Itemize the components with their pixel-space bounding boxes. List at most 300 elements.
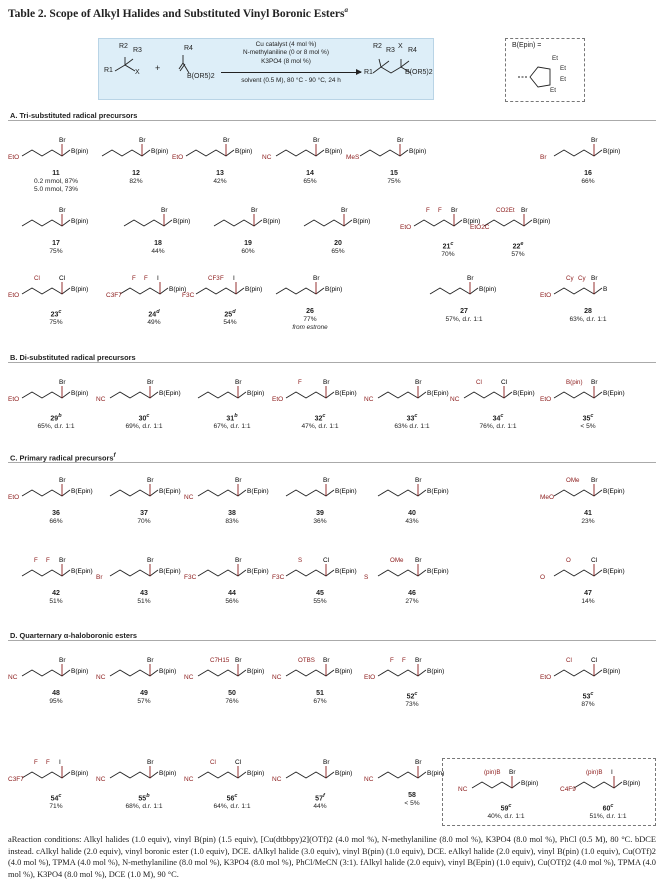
halogen-label: Br (59, 657, 66, 664)
section-divider (8, 362, 656, 363)
substituent-label: NC (96, 674, 106, 681)
boron-label: B(Epin) (603, 568, 625, 575)
compound-33 (364, 372, 460, 431)
carbon-chain (198, 772, 246, 778)
condition-line: K3PO4 (8 mol %) (261, 57, 311, 65)
compound-footnote-marker: f (322, 793, 325, 799)
compound-59 (458, 762, 554, 821)
compound-number: 19 (244, 240, 252, 247)
footnote-text: aReaction conditions: Alkyl halides (1.0 equiv), vinyl B(pin) (1.5 equiv), [Cu(dtbbpy)2](OTf)2 (4.0 mol %), N-methylaniline (8.0 mol %), K3PO4 (8.0 mol %), PhCl (0.5 M), 80 °C. bDCE instead. cAlkyl halide (2.0 equiv), vinyl boronic ester (1.0 equiv), DCE. dAlkyl halide (3.0 equiv), vinyl B(pin) (1.0 equiv), DCE. eAlkyl halide (2.0 equiv), vinyl B(pin) (1.0 equiv), Cu(OTf)2 (4.0 mol %), TPMA (4.0 mol %), N-methylaniline (8.0 mol %), K3PO4 (8.0 mol %), PhCl/MeCN (3:1). fAlkyl halide (2.0 equiv), vinyl B(Epin) (1.0 equiv), Cu(OTf)2 (4.0 mol %), TPMA (4.0 mol %), K3PO4 (8.0 mol %), DCE (1.0 M), 90 °C. (8, 835, 656, 879)
compound-yield: 55% (313, 598, 327, 605)
section-a-label: A. Tri-substituted radical precursors (10, 111, 138, 120)
compound-yield: 56% (225, 598, 239, 605)
substituent-label: NC (364, 396, 374, 403)
compound-yield: 63%, d.r. 1:1 (569, 316, 607, 323)
extra-group-label: Cl (566, 657, 572, 664)
compound-number: 38 (228, 510, 236, 517)
condition-line: N-methylaniline (0 or 8 mol %) (243, 49, 329, 57)
substituent-label: F3C (272, 574, 285, 581)
boron-label: B(pin) (479, 286, 497, 293)
compound-number: 54$^c$ (50, 793, 62, 803)
halogen-label: Br (235, 657, 242, 664)
substituent-label: NC (272, 776, 282, 783)
compound-yield: 75% (49, 248, 63, 255)
compound-footnote-marker: c (450, 241, 454, 247)
halogen-label: I (157, 275, 159, 282)
compound-yield: 44% (313, 803, 327, 811)
carbon-chain (214, 220, 262, 226)
extra-group-label: F (220, 275, 224, 282)
compound-29-structure (8, 372, 104, 412)
compound-yield: 83% (225, 518, 239, 525)
section-d-label: D. Quarternary α-haloboronic esters (10, 631, 137, 640)
compound-41-structure (540, 470, 636, 510)
compound-footnote-marker: b (58, 413, 62, 419)
compound-20-structure (290, 200, 386, 240)
compound-35-structure (540, 372, 636, 412)
boron-label: B(Epin) (335, 568, 357, 575)
halogen-label: Cl (591, 657, 598, 664)
compound-yield: 69%, d.r. 1:1 (125, 423, 163, 431)
substituent-label: EtO (172, 154, 184, 161)
compound-45 (272, 550, 368, 606)
carbon-chain (554, 570, 602, 576)
compound-footnote-marker: b (146, 793, 150, 799)
halogen-label: Br (509, 769, 516, 776)
compound-number: 39 (316, 510, 324, 517)
boron-label: B(pin) (335, 770, 353, 777)
compound-14-structure (262, 130, 358, 170)
compound-yield: 63% d.r. 1:1 (394, 423, 430, 431)
compound-yield: 51% (137, 598, 151, 605)
compound-footnote-marker: d (156, 309, 160, 315)
compound-48-structure (8, 650, 104, 690)
table-title-text: Table 2. Scope of Alkyl Halides and Substituted Vinyl Boronic Esters (8, 7, 345, 20)
compound-yield: 40%, d.r. 1:1 (487, 813, 525, 821)
compound-footnote-marker: c (322, 413, 326, 419)
boron-label: B(pin) (353, 218, 371, 225)
compound-number: 48 (52, 690, 60, 697)
carbon-chain (198, 570, 246, 576)
halogen-label: Br (59, 137, 66, 144)
extra-group-label: F (402, 657, 406, 664)
carbon-chain (378, 392, 426, 398)
compound-51-structure (272, 650, 368, 690)
scheme-conditions (221, 41, 351, 66)
compound-yield: 76% (225, 698, 239, 705)
table-title (8, 6, 348, 20)
compound-number: 60$^c$ (602, 803, 614, 813)
halogen-label: Br (59, 557, 66, 564)
compound-number: 40 (408, 510, 416, 517)
compound-50-structure (184, 650, 280, 690)
halogen-label: Br (323, 657, 330, 664)
compound-number: 20 (334, 240, 342, 247)
compound-49-structure (96, 650, 192, 690)
halogen-label: Br (161, 207, 168, 214)
extra-group-label: OMe (390, 557, 404, 564)
halogen-label: Br (147, 557, 154, 564)
halogen-label: Br (223, 137, 230, 144)
bepin-et-1: Et (552, 55, 558, 62)
compound-footnote-marker: c (58, 793, 62, 799)
compound-yield: 95% (49, 698, 63, 705)
substituent-label: EtO (8, 292, 20, 299)
boron-label: B(Epin) (247, 568, 269, 575)
compound-yield: 70% (441, 251, 455, 259)
boron-label: B(pin) (245, 286, 263, 293)
halogen-label: Br (591, 137, 598, 144)
compound-13 (172, 130, 268, 186)
compound-yield: 43% (405, 518, 419, 525)
halogen-label: Cl (591, 557, 598, 564)
bepin-et-2: Et (560, 65, 566, 72)
substituent-label: Br (96, 574, 103, 581)
halogen-label: Br (313, 137, 320, 144)
substituent-label: NC (8, 674, 18, 681)
compound-47 (540, 550, 636, 606)
compound-number: 13 (216, 170, 224, 177)
extra-group-label: (pin)B (484, 769, 501, 776)
substituent-label: EtO (8, 154, 20, 161)
compound-48 (8, 650, 104, 706)
compound-yield: 65% (303, 178, 317, 185)
compound-27-structure (416, 268, 512, 308)
compound-35 (540, 372, 636, 431)
carbon-chain (22, 288, 70, 294)
carbon-chain (110, 570, 158, 576)
boron-label: B(Epin) (71, 488, 93, 495)
compound-footnote-marker: c (414, 413, 418, 419)
compound-yield: 70% (137, 518, 151, 525)
reaction-arrow (221, 72, 361, 73)
halogen-label: Br (415, 657, 422, 664)
substituent-label: NC (364, 776, 374, 783)
halogen-label: Br (59, 477, 66, 484)
boron-label: B(pin) (247, 770, 265, 777)
boron-label: B(Epin) (603, 390, 625, 397)
extra-group-label: Cl (34, 275, 40, 282)
condition-line: Cu catalyst (4 mol %) (255, 41, 317, 48)
compound-number: 11 (52, 170, 60, 177)
extra-group-label: F (34, 557, 38, 564)
section-a-header (10, 111, 137, 120)
compound-52 (364, 650, 460, 709)
compound-32 (272, 372, 368, 431)
compound-yield: < 5% (404, 800, 420, 807)
substituent-label: NC (272, 674, 282, 681)
halogen-label: Cl (59, 275, 66, 282)
compound-number: 52$^c$ (406, 691, 418, 701)
compound-36-structure (8, 470, 104, 510)
boron-label: B(Epin) (159, 488, 181, 495)
carbon-chain (120, 288, 168, 294)
compound-12-structure (88, 130, 184, 170)
compound-46-structure (364, 550, 460, 590)
compound-yield: 87% (581, 701, 595, 709)
extra-group-label: CF3 (208, 275, 220, 282)
compound-28 (540, 268, 636, 324)
bepin-et-4: Et (550, 87, 556, 94)
section-divider (8, 462, 656, 463)
compound-23 (8, 268, 104, 327)
halogen-label: Br (59, 379, 66, 386)
compound-27 (416, 268, 512, 324)
substituent-label: NC (184, 674, 194, 681)
substituent-label: EtO2C (470, 224, 490, 231)
boron-label: B(Epin) (335, 390, 357, 397)
compound-yield: 27% (405, 598, 419, 605)
compound-yield: 57% (137, 698, 151, 705)
boron-label: B(Epin) (159, 568, 181, 575)
compound-number: 33$^c$ (406, 413, 418, 423)
compound-footnote-marker: c (610, 803, 614, 809)
reactant2-boron: B(OR5)2 (187, 73, 215, 80)
halogen-label: Br (235, 477, 242, 484)
boron-label: B(Epin) (71, 568, 93, 575)
boron-label: B(pin) (263, 218, 281, 225)
carbon-chain (22, 670, 70, 676)
compound-footnote-marker: c (500, 413, 504, 419)
halogen-label: Br (341, 207, 348, 214)
compound-yield: 66% (49, 518, 63, 525)
carbon-chain (22, 220, 70, 226)
compound-16-structure (540, 130, 636, 170)
boron-label: B(Epin) (603, 488, 625, 495)
substituent-label: NC (458, 786, 468, 793)
compound-number: 26 (306, 308, 314, 315)
halogen-label: Br (415, 557, 422, 564)
compound-number: 47 (584, 590, 592, 597)
substituent-label: NC (184, 494, 194, 501)
compound-number: 37 (140, 510, 148, 517)
compound-number: 36 (52, 510, 60, 517)
bepin-definition-box (505, 38, 585, 102)
compound-57 (272, 752, 368, 811)
carbon-chain (124, 220, 172, 226)
compound-40 (364, 470, 460, 526)
halogen-label: I (59, 759, 61, 766)
compound-32-structure (272, 372, 368, 412)
reaction-scheme (98, 38, 434, 100)
compound-29 (8, 372, 104, 431)
extra-group-label: Cy (566, 275, 574, 282)
compound-43 (96, 550, 192, 606)
bepin-et-3: Et (560, 76, 566, 83)
boron-label: B(pin) (335, 668, 353, 675)
boron-label: B(pin) (71, 218, 89, 225)
reactant1-x: X (135, 69, 140, 76)
compound-14 (262, 130, 358, 186)
carbon-chain (198, 392, 246, 398)
compound-yield: 67%, d.r. 1:1 (213, 423, 251, 431)
boron-label: B(pin) (71, 770, 89, 777)
substituent-label: C3F7 (8, 776, 24, 783)
compound-number: 58 (408, 792, 416, 799)
halogen-label: Cl (235, 759, 242, 766)
halogen-label: I (611, 769, 613, 776)
compound-47-structure (540, 550, 636, 590)
compound-44 (184, 550, 280, 606)
compound-number: 42 (52, 590, 60, 597)
compound-37-structure (96, 470, 192, 510)
halogen-label: Br (397, 137, 404, 144)
boron-label: B(pin) (409, 148, 427, 155)
carbon-chain (110, 392, 158, 398)
boron-label: B(pin) (325, 286, 343, 293)
compound-number: 12 (132, 170, 140, 177)
compound-41 (540, 470, 636, 526)
compound-number: 53$^c$ (582, 691, 594, 701)
compound-number: 49 (140, 690, 148, 697)
compound-number: 41 (584, 510, 592, 517)
compound-footnote-marker: c (414, 691, 418, 697)
compound-49 (96, 650, 192, 706)
extra-group-label: F (132, 275, 136, 282)
boron-label: B(pin) (427, 770, 445, 777)
compound-yield: < 5% (580, 423, 596, 431)
carbon-chain (554, 288, 602, 294)
substituent-label: MeO (540, 494, 555, 501)
compound-yield: 68%, d.r. 1:1 (125, 803, 163, 811)
extra-group-label: O (566, 557, 571, 564)
compound-yield: 44% (151, 248, 165, 255)
compound-43-structure (96, 550, 192, 590)
compound-18 (110, 200, 206, 256)
carbon-chain (110, 772, 158, 778)
compound-yield: 36% (313, 518, 327, 525)
compound-number: 46 (408, 590, 416, 597)
halogen-label: Br (323, 379, 330, 386)
compound-yield: 65% (331, 248, 345, 255)
substituent-label: NC (450, 396, 460, 403)
compound-39-structure (272, 470, 368, 510)
halogen-label: Br (59, 207, 66, 214)
carbon-chain (102, 150, 150, 156)
boron-label: B(pin) (623, 780, 641, 787)
compound-54-structure (8, 752, 104, 792)
compound-number: 34$^c$ (492, 413, 504, 423)
compound-36 (8, 470, 104, 526)
carbon-chain (286, 570, 334, 576)
section-b-header (10, 353, 136, 362)
substituent-label: NC (96, 776, 106, 783)
carbon-chain (378, 670, 426, 676)
carbon-chain (22, 772, 70, 778)
substituent-label: EtO (540, 674, 552, 681)
substituent-label: EtO (8, 494, 20, 501)
compound-footnote-marker: b (234, 413, 238, 419)
carbon-chain (286, 772, 334, 778)
compound-15 (346, 130, 442, 186)
section-c-footnote-marker: f (113, 453, 116, 459)
extra-group-label: (pin)B (586, 769, 603, 776)
substituent-label: EtO (540, 396, 552, 403)
compound-number: 23$^c$ (50, 309, 62, 319)
boron-label: B(pin) (159, 668, 177, 675)
carbon-chain (110, 490, 158, 496)
compound-22-structure (470, 200, 566, 240)
section-divider (8, 120, 656, 121)
carbon-chain (196, 288, 244, 294)
section-divider (8, 640, 656, 641)
extra-group-label: Cy (578, 275, 586, 282)
compound-23-structure (8, 268, 104, 308)
boron-label: B(pin) (173, 218, 191, 225)
compound-yield: 67% (313, 698, 327, 705)
compound-31 (184, 372, 280, 431)
compound-number: 15 (390, 170, 398, 177)
compound-53 (540, 650, 636, 709)
compound-26-structure (262, 268, 358, 308)
boron-label: B(pin) (71, 390, 89, 397)
substituent-label: MeS (346, 154, 360, 161)
compound-15-structure (346, 130, 442, 170)
compound-19 (200, 200, 296, 256)
compound-51 (272, 650, 368, 706)
compound-number: 18 (154, 240, 162, 247)
compound-number: 31$^b$ (226, 413, 238, 423)
carbon-chain (554, 490, 602, 496)
compound-number: 16 (584, 170, 592, 177)
halogen-label: Br (313, 275, 320, 282)
compound-yield: 49% (147, 319, 161, 327)
compound-number: 27 (460, 308, 468, 315)
compound-number: 44 (228, 590, 236, 597)
halogen-label: Br (323, 759, 330, 766)
compound-number: 57$^f$ (315, 793, 325, 803)
boron-label: B(pin) (247, 668, 265, 675)
compound-yield: 47%, d.r. 1:1 (301, 423, 339, 431)
substituent-label: F3C (184, 574, 197, 581)
compound-60-structure (560, 762, 656, 802)
compound-yield: 76%, d.r. 1:1 (479, 423, 517, 431)
carbon-chain (378, 570, 426, 576)
boron-label: B(pin) (247, 390, 265, 397)
compound-number: 56$^c$ (226, 793, 238, 803)
boron-label: B(pin) (159, 770, 177, 777)
compound-yield: 73% (405, 701, 419, 709)
compound-yield: 82% (129, 178, 143, 185)
halogen-label: Br (251, 207, 258, 214)
compound-yield: 23% (581, 518, 595, 525)
boron-label: B(pin) (71, 668, 89, 675)
boron-label: B(pin) (71, 148, 89, 155)
carbon-chain (286, 392, 334, 398)
halogen-label: Br (235, 379, 242, 386)
boron-label: B(Epin) (159, 390, 181, 397)
substituent-label: EtO (364, 674, 376, 681)
reactant1-r2: R2 (119, 43, 128, 50)
boron-label: B(Epin) (335, 488, 357, 495)
carbon-chain (554, 392, 602, 398)
reactant2-r4: R4 (184, 45, 193, 52)
boron-label: B(Epin) (247, 488, 269, 495)
bepin-structure (514, 53, 574, 97)
section-d-header (10, 631, 137, 640)
compound-yield: 57% (511, 251, 525, 259)
carbon-chain (574, 782, 622, 788)
extra-group-label: Cl (476, 379, 482, 386)
compound-37 (96, 470, 192, 526)
boron-label: B(Epin) (513, 390, 535, 397)
compound-yield: 51%, d.r. 1:1 (589, 813, 627, 821)
compound-yield: 60% (241, 248, 255, 255)
halogen-label: Br (415, 477, 422, 484)
compound-footnote-marker: e (520, 241, 524, 247)
compound-footnote-marker: c (508, 803, 512, 809)
product-r2: R2 (373, 43, 382, 50)
